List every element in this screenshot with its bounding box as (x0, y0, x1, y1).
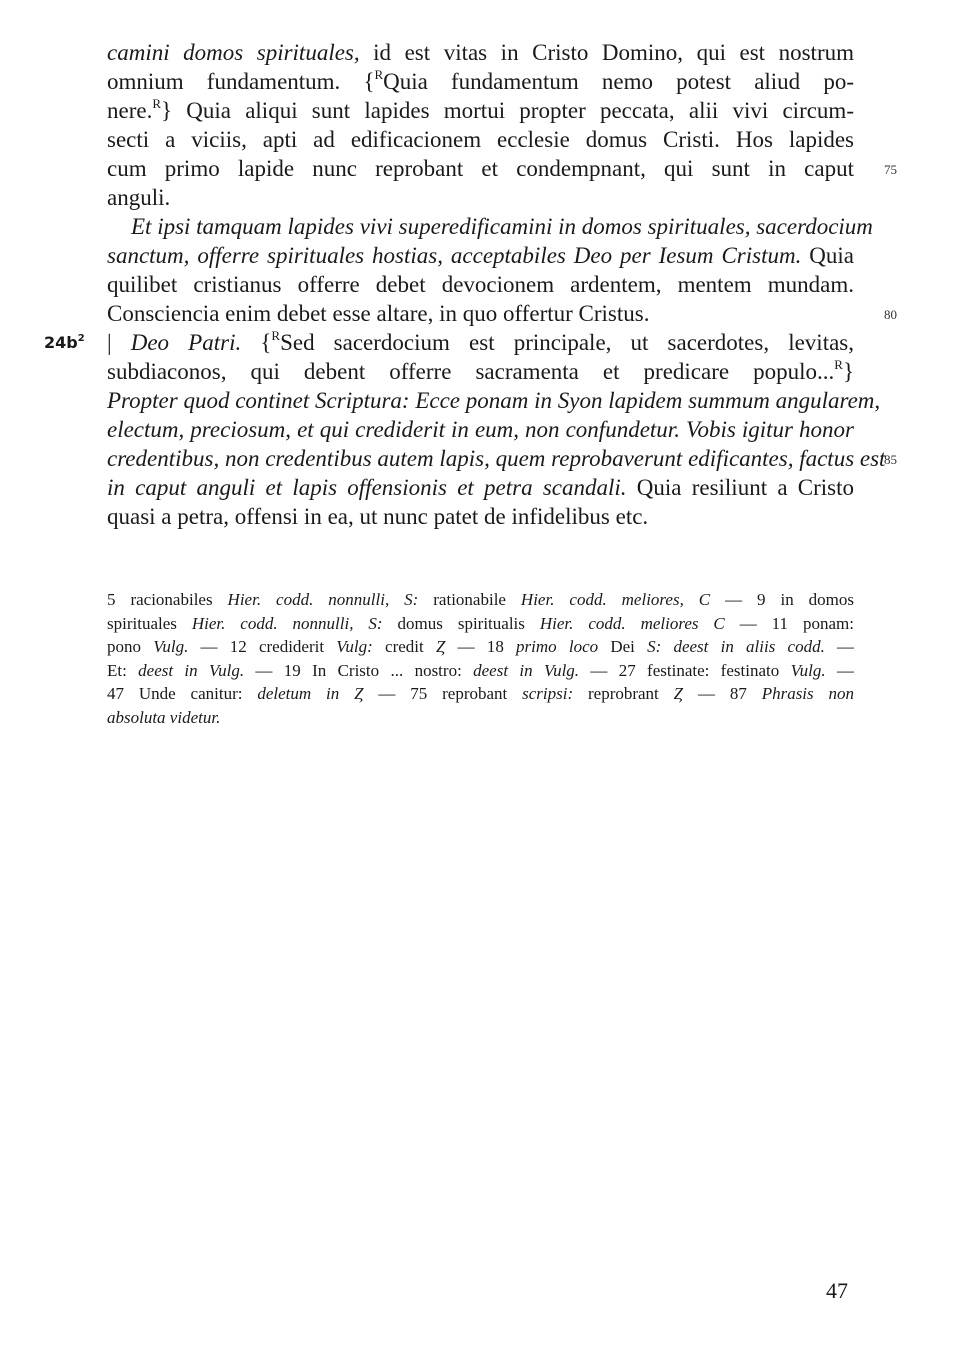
text-segment: S: deest in aliis codd. (647, 637, 825, 656)
footnote-line (107, 706, 854, 729)
text-segment: deest in Vulg. (138, 660, 245, 680)
text-segment: — 12 crediderit (188, 637, 337, 656)
text-line (107, 67, 854, 96)
text-segment: Dei (598, 637, 648, 656)
folio-label: 24b (44, 333, 78, 352)
text-segment: Hier. codd. meliores, C (520, 590, 711, 609)
text-segment: Quia (801, 243, 854, 268)
text-line (107, 154, 854, 183)
text-segment: Ȥ (673, 684, 684, 703)
text-segment: absoluta videtur. (107, 707, 221, 727)
text-segment: — 87 (683, 684, 762, 703)
text-line (107, 357, 854, 386)
text-segment: quasi a petra, offensi in ea, ut nunc patet de infidelibus etc. (107, 504, 649, 529)
text-segment: } Quia aliqui sunt lapides mortui propter peccata, alii vivi circum- (161, 98, 854, 123)
text-line (107, 212, 873, 241)
text-segment: cum primo lapide nunc reprobant et condempnant, qui sunt in caput (107, 156, 854, 181)
text-segment: credit (372, 637, 436, 656)
text-line (107, 38, 854, 67)
text-segment: Ȥ (435, 637, 446, 656)
text-segment: in caput anguli et lapis offensionis et petra scandali. (107, 475, 627, 500)
text-segment: — 18 (445, 637, 517, 656)
superscript-marker: R (834, 357, 843, 373)
text-segment: reprobrant (573, 684, 674, 703)
text-segment: — 9 in domos (710, 590, 855, 609)
text-segment: Vulg. (790, 660, 826, 680)
text-segment: 47 Unde canitur: (107, 684, 258, 703)
text-line (107, 473, 854, 502)
superscript-marker: R (271, 328, 281, 344)
text-segment: Consciencia enim debet esse altare, in quo offertur Cristus. (107, 301, 650, 326)
text-segment: Phrasis non (761, 684, 854, 703)
text-line (107, 415, 854, 444)
text-segment: sanctum, offerre spirituales hostias, acceptabiles Deo per Iesum Cristum. (107, 243, 802, 268)
text-segment: { (241, 330, 272, 355)
text-line (107, 444, 886, 473)
text-segment: Et: (107, 660, 139, 680)
text-segment: electum, preciosum, et qui crediderit in eum, non confundetur. Vobis igitur honor (107, 417, 854, 442)
superscript-marker: R (374, 67, 384, 83)
text-segment: deletum in Ȥ (257, 684, 364, 703)
text-segment: Vulg: (336, 637, 373, 656)
text-segment: Et ipsi tamquam lapides vivi superedificamini in domos spirituales, sacerdocium (131, 214, 873, 239)
text-segment: anguli. (107, 185, 171, 210)
text-segment: Hier. codd. nonnulli, S: (227, 590, 419, 609)
text-segment: | (107, 330, 131, 355)
folio-margin-note (44, 333, 85, 352)
footnote-line (107, 588, 854, 611)
text-segment: spirituales (107, 613, 192, 633)
text-segment: — 27 festinate: festinato (579, 660, 791, 680)
text-line (107, 299, 854, 328)
text-line (107, 328, 854, 357)
text-segment: primo loco (516, 637, 599, 656)
text-line (107, 386, 881, 415)
text-segment: scripsi: (522, 684, 574, 703)
text-line (107, 183, 854, 212)
text-segment: camini domos spirituales, (107, 40, 360, 65)
text-segment: Deo Patri. (130, 330, 242, 355)
text-segment: Hier. codd. nonnulli, S: (191, 613, 383, 633)
text-segment: subdiaconos, qui debent offerre sacramenta et predicare populo... (107, 359, 835, 384)
text-segment: 5 racionabiles (107, 590, 228, 609)
text-segment: id est vitas in Cristo Domino, qui est nostrum (359, 40, 854, 65)
text-line (107, 502, 854, 531)
text-segment: nere. (107, 98, 153, 123)
text-segment: — 19 In Cristo ... nostro: (244, 660, 474, 680)
line-number: 85 (884, 452, 897, 467)
page-number: 47 (826, 1278, 848, 1303)
text-segment: secti a viciis, apti ad edificacionem ecclesie domus Cristi. Hos lapides (107, 127, 854, 152)
footnote-line (107, 612, 854, 635)
text-line (107, 270, 854, 299)
text-segment: quilibet cristianus offerre debet devocionem ardentem, mentem mundam. (107, 272, 854, 297)
line-number: 80 (884, 307, 897, 322)
text-segment: pono (107, 637, 154, 656)
text-segment: } (842, 359, 854, 384)
line-number: 75 (884, 162, 897, 177)
text-line (107, 96, 854, 125)
text-segment: — 11 ponam: (724, 613, 854, 633)
text-line (107, 125, 854, 154)
footnote-line (107, 635, 854, 658)
text-segment: omnium fundamentum. { (107, 69, 375, 94)
text-segment: — (824, 637, 855, 656)
folio-superscript: 2 (77, 332, 85, 344)
text-segment: Quia resiliunt a Cristo (626, 475, 854, 500)
text-segment: rationabile (418, 590, 521, 609)
text-segment: Vulg. (153, 637, 189, 656)
text-segment: domus spiritualis (382, 613, 540, 633)
footnote-line (107, 659, 854, 682)
text-line (107, 241, 854, 270)
footnote-line (107, 682, 854, 705)
text-segment: Propter quod continet Scriptura: Ecce ponam in Syon lapidem summum angularem, (107, 388, 881, 413)
superscript-marker: R (152, 96, 161, 112)
text-segment: — (825, 660, 855, 680)
text-segment: deest in Vulg. (473, 660, 580, 680)
text-segment: — 75 reprobant (363, 684, 523, 703)
text-segment: Hier. codd. meliores C (539, 613, 725, 633)
text-segment: Quia fundamentum nemo potest aliud po- (383, 69, 854, 94)
text-segment: credentibus, non credentibus autem lapis, quem reprobaverunt edificantes, factus est (107, 446, 886, 471)
text-segment: Sed sacerdocium est principale, ut sacerdotes, levitas, (280, 330, 854, 355)
